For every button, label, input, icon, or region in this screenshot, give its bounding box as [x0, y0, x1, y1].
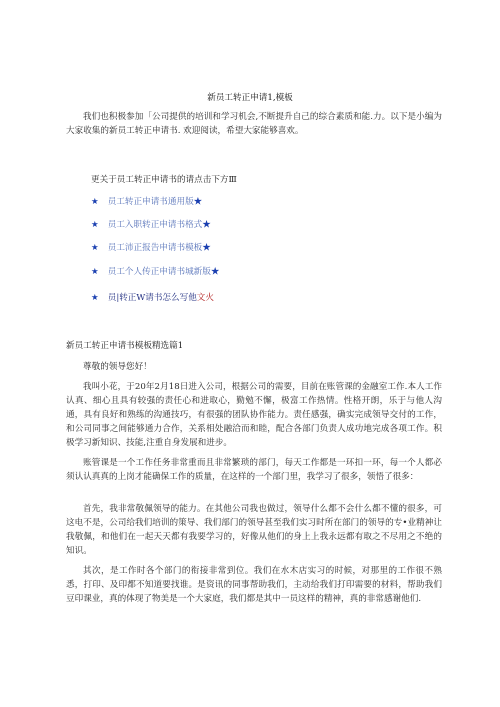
link-item-5[interactable] [91, 291, 214, 303]
star-icon: ★ [91, 267, 99, 277]
link-tail-text[interactable]: 文火 [196, 293, 214, 303]
star-icon: ★ [210, 267, 220, 277]
link-item-2[interactable] [91, 218, 211, 230]
star-icon: ★ [202, 220, 211, 230]
greeting: 尊敬的领导您好！ [83, 362, 152, 372]
document-title: 新员工转正申请1,模板 [207, 93, 293, 103]
star-icon: ★ [193, 197, 203, 207]
star-icon: ★ [91, 243, 99, 253]
link-item-1[interactable] [91, 195, 202, 207]
body-paragraph-3: 首先，我非常敬佩领导的能力。在其他公司我也做过，领导什么都不会什么都不懂的很多，可这电不是，公司给我们培训的策导、我们部门的领导甚至我们实习时所在部门的领导的专•业精神让我敬佩，和他们在一起天天都有我要学习的，好像从他们的身上上我永远都有取之不尽用之不绝的知识。 [66, 504, 442, 556]
link-label[interactable]: 员工个人传正申请书城新版 [107, 267, 211, 277]
star-icon: ★ [91, 197, 99, 207]
star-icon: ★ [91, 220, 99, 230]
intro-paragraph: 我们也积极参加「公司提供的培训和学习机会,不断提升自己的综合素质和能.力。以下是小编为大家收集的新员工转正申请书. 欢迎阅读，希望大家能够喜欢。 [66, 112, 442, 136]
star-icon: ★ [91, 293, 99, 303]
link-item-4[interactable] [91, 265, 219, 277]
link-item-3[interactable] [91, 241, 211, 253]
link-label[interactable]: 员|转正W请书怎么写他 [107, 293, 197, 303]
link-label[interactable]: 员工沛正报告申请书模板 [107, 243, 203, 253]
section-title: 新员工转正申请书模板精选篇1 [66, 341, 184, 351]
more-links-heading: 更关于员工转正申请书的请点击下方Ⅲ [91, 175, 237, 185]
body-paragraph-2: 账管课是一个工作任务非常重而且非常繁琐的部门，每天工作都是一环扣一环，每一个人都必须认认真真的上岗才能确保工作的质量，在这样的一个部门里，我学习了很多，领悟了很多： [66, 458, 442, 482]
body-paragraph-4: 其次，是工作时各个部门的衔接非常到位。我们在水木店实习的时候，对那里的工作很不熟悉，打印、及印都不知道要找谁。是资讯的同事帮助我们，主动给我们打印需要的材料，帮助我们豆印课业，真的体现了物美是一个大家庭，我们都是其中一员这样的精神，真的非常感谢他们. [66, 566, 442, 604]
link-label[interactable]: 员工入职转正申请书格式 [107, 220, 203, 230]
body-paragraph-1: 我叫小花，于20年2月18日进入公司，根据公司的需要，目前在账管课的金融室工作.本人工作认真、细心且具有较强的责任心和进取心，勤勉不懈，极富工作热情。性格开朗，乐于与他人沟通，具有良好和熟练的沟通技巧，有很强的团队协作能力。责任感强，确实完成领导交付的工作，和公司同事之间能够通力合作，关系相处融洽而和睦，配合各部门负责人成功地完成各项工作。积极学习新知识、技能,注重自身发展和进步。 [66, 382, 442, 448]
link-label[interactable]: 员工转正申请书通用版 [107, 197, 194, 207]
star-icon: ★ [202, 243, 211, 253]
